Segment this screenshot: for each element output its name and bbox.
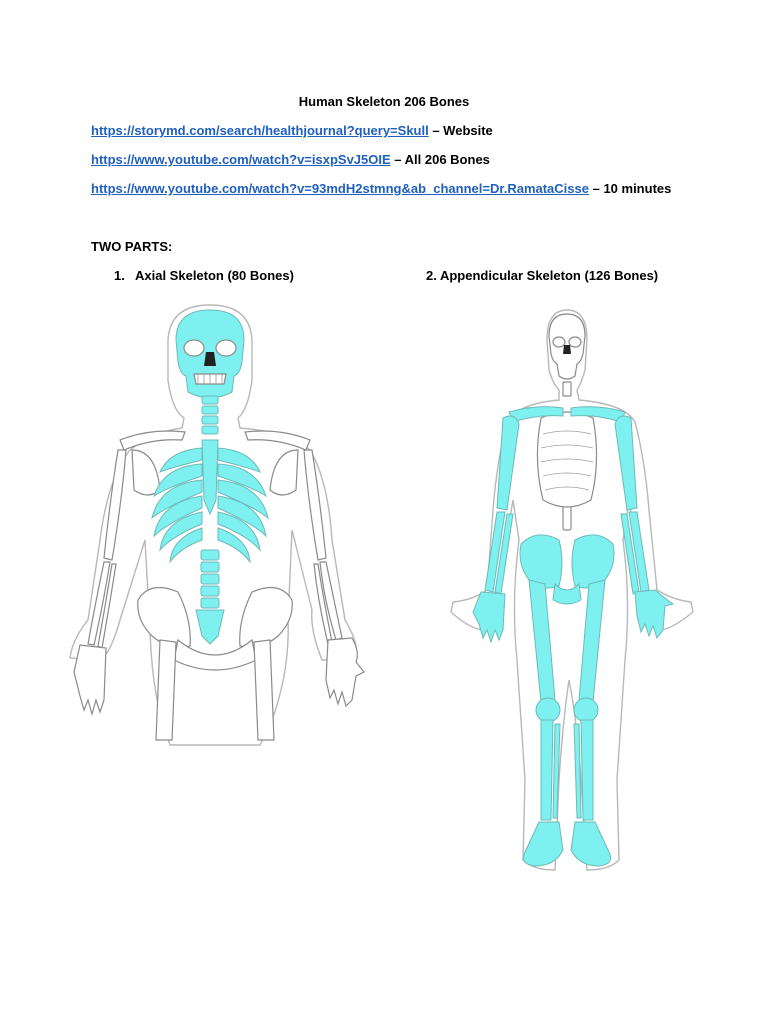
parts-heading: TWO PARTS: (91, 239, 173, 254)
storymd-link[interactable]: https://storymd.com/search/healthjournal?query=Skull (91, 123, 429, 138)
page-title: Human Skeleton 206 Bones (298, 94, 470, 109)
link-line-ten-minutes (91, 181, 671, 196)
list-number: 1. (114, 268, 125, 283)
link-line-website (91, 123, 493, 138)
youtube-link-ten-minutes[interactable]: https://www.youtube.com/watch?v=93mdH2stmng&ab_channel=Dr.RamataCisse (91, 181, 589, 196)
part-axial-label (114, 268, 294, 283)
link-suffix: – All 206 Bones (390, 152, 490, 167)
part-appendicular-label: 2. Appendicular Skeleton (126 Bones) (426, 268, 659, 283)
link-line-all-bones (91, 152, 490, 167)
link-suffix: – Website (428, 123, 493, 138)
link-suffix: – 10 minutes (588, 181, 672, 196)
part-axial-text: Axial Skeleton (80 Bones) (135, 268, 294, 283)
youtube-link-all-bones[interactable]: https://www.youtube.com/watch?v=isxpSvJ5OIE (91, 152, 391, 167)
axial-skeleton-illustration (60, 300, 370, 750)
appendicular-skeleton-illustration (445, 300, 695, 880)
